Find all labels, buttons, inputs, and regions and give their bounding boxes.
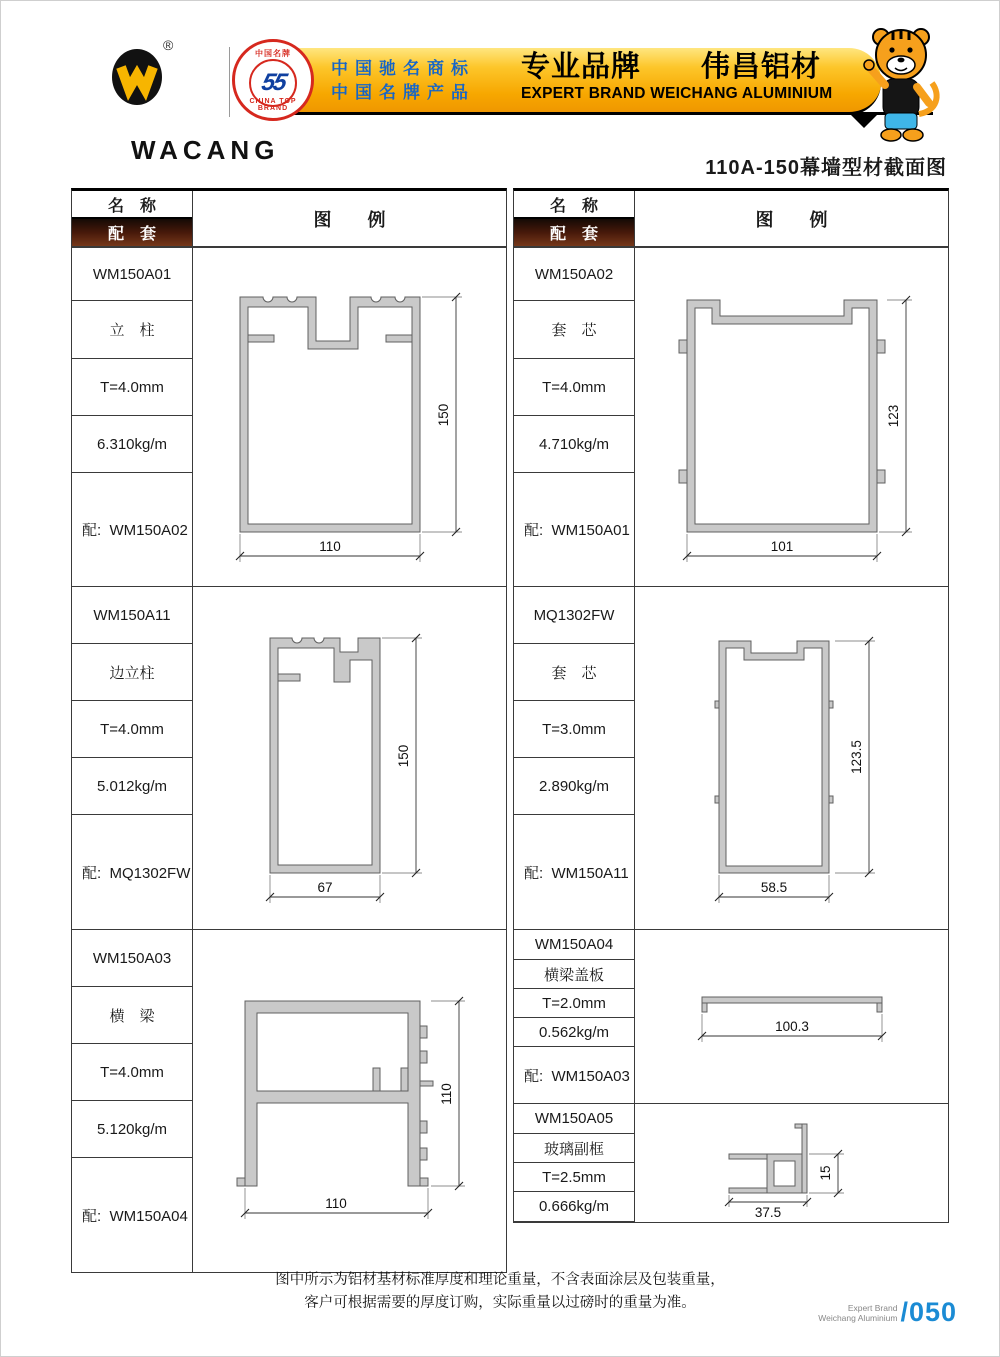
profile-drawing-wm150a03 [225, 976, 475, 1226]
column-header-legend: 图 例 [313, 209, 386, 230]
profile-thickness: T=4.0mm [72, 701, 192, 758]
profile-code: WM150A02 [514, 248, 634, 301]
profile-name: 边立柱 [72, 644, 192, 701]
profile-drawing-mq1302fw [679, 611, 904, 906]
dim-width-label: 101 [770, 538, 793, 554]
profile-thickness: T=2.5mm [514, 1163, 634, 1192]
wacang-logo-mark [71, 37, 221, 137]
dim-height-label: 110 [438, 1083, 454, 1105]
dim-width-label: 110 [318, 539, 341, 554]
banner-cn-block [331, 57, 475, 105]
profile-drawing-wm150a01 [220, 267, 480, 567]
tiger-shorts [885, 113, 917, 129]
column-header-match: 配 套 [514, 217, 634, 246]
dim-height-label: 150 [395, 744, 411, 768]
banner-subtitle: EXPERT BRAND WEICHANG ALUMINIUM [521, 85, 833, 102]
profile-drawing-wm150a04 [677, 979, 907, 1054]
profile-name: 立 柱 [72, 301, 192, 359]
banner-underline [271, 112, 933, 115]
profile-name: 玻璃副框 [514, 1134, 634, 1163]
profile-name: 横梁盖板 [514, 960, 634, 989]
dim-width-label: 100.3 [774, 1019, 809, 1034]
tiger-eye [907, 47, 912, 52]
profile-name: 横 梁 [72, 987, 192, 1044]
profile-weight: 0.666kg/m [514, 1192, 634, 1222]
profile-section-wm150a05 [514, 1103, 948, 1222]
profile-match: 配: MQ1302FW [82, 864, 191, 882]
profile-match: 配: WM150A03 [524, 1067, 630, 1085]
profile-weight: 6.310kg/m [72, 416, 192, 473]
tiger-foot [881, 129, 901, 141]
tiger-mascot [849, 19, 953, 145]
page-number: /050 [900, 1297, 957, 1327]
profile-weight: 0.562kg/m [514, 1018, 634, 1047]
profile-code: WM150A03 [72, 930, 192, 987]
logo-wordmark: WACANG [131, 135, 280, 165]
column-header-legend: 图 例 [755, 209, 828, 230]
dim-height-label: 150 [435, 403, 451, 427]
footer-note-line2: 客户可根据需要的厚度订购，实际重量以过磅时的重量为准。 [304, 1295, 696, 1311]
header-divider [229, 47, 230, 117]
profile-section-wm150a01 [72, 247, 506, 586]
profile-section-wm150a03 [72, 929, 506, 1272]
banner-cn-line1: 中国驰名商标 [331, 59, 475, 78]
footer-brand-line1: Expert Brand [847, 1302, 898, 1313]
banner-cn-line2: 中国名牌产品 [331, 83, 475, 102]
badge-top-text: 中国名牌 [255, 49, 291, 58]
profile-section-wm150a02 [514, 247, 948, 586]
tiger-foot [903, 129, 923, 141]
profile-weight: 2.890kg/m [514, 758, 634, 815]
profile-thickness: T=4.0mm [72, 359, 192, 416]
diagram-cell [635, 930, 948, 1103]
profile-weight: 5.120kg/m [72, 1101, 192, 1158]
table-header [514, 191, 948, 247]
profile-drawing-wm150a02 [662, 270, 922, 565]
profile-table-left [71, 188, 507, 1273]
profile-thickness: T=2.0mm [514, 989, 634, 1018]
profile-match: 配: WM150A01 [524, 522, 630, 539]
profile-code: WM150A11 [72, 587, 192, 644]
footer-note-line1: 图中所示为铝材基材标准厚度和理论重量，不含表面涂层及包装重量， [275, 1272, 725, 1288]
dim-width-label: 37.5 [754, 1204, 782, 1220]
profile-drawing-wm150a05 [704, 1106, 879, 1221]
profile-weight: 5.012kg/m [72, 758, 192, 815]
profile-section-mq1302fw [514, 586, 948, 929]
dim-height-label: 123 [885, 404, 901, 427]
dim-height-label: 123.5 [849, 739, 864, 774]
diagram-cell [193, 930, 506, 1272]
profile-drawing-wm150a11 [240, 608, 460, 908]
profile-section-wm150a04 [514, 929, 948, 1103]
diagram-cell [635, 248, 948, 586]
profile-code: WM150A05 [514, 1104, 634, 1134]
registered-mark: ® [163, 37, 174, 53]
banner-title: 专业品牌 伟昌铝材 [521, 51, 822, 83]
tiger-thumb [864, 60, 874, 70]
tiger-eye [889, 47, 894, 52]
column-header-name: 名 称 [107, 197, 156, 215]
profile-name: 套 芯 [514, 301, 634, 359]
dim-width-label: 67 [316, 880, 333, 895]
column-header-name: 名 称 [549, 197, 598, 215]
profile-code: MQ1302FW [514, 587, 634, 644]
profile-thickness: T=3.0mm [514, 701, 634, 758]
dim-width-label: 58.5 [760, 879, 788, 895]
tiger-nose [898, 58, 905, 63]
profile-table-right [513, 188, 949, 1223]
profile-section-wm150a11 [72, 586, 506, 929]
badge-emblem: 55 [258, 69, 288, 96]
banner-main-block [521, 51, 832, 105]
badge-bottom-text: CHINA TOP BRAND [249, 98, 297, 112]
diagram-cell [635, 1104, 948, 1222]
diagram-cell [635, 587, 948, 929]
china-top-brand-badge [232, 39, 314, 121]
profile-code: WM150A04 [514, 930, 634, 960]
profile-weight: 4.710kg/m [514, 416, 634, 473]
footer-brand-line2: Weichang Aluminium [818, 1312, 898, 1323]
profile-match: 配: WM150A04 [82, 1207, 188, 1225]
profile-code: WM150A01 [72, 248, 192, 301]
column-header-match: 配 套 [72, 217, 192, 246]
profile-name: 套 芯 [514, 644, 634, 701]
page-title: 110A-150幕墙型材截面图 [705, 157, 947, 179]
profile-thickness: T=4.0mm [514, 359, 634, 416]
dim-height-label: 15 [818, 1164, 833, 1181]
profile-thickness: T=4.0mm [72, 1044, 192, 1101]
table-header [72, 191, 506, 247]
diagram-cell [193, 587, 506, 929]
profile-match: 配: WM150A11 [524, 864, 629, 882]
footer-brand-block [818, 1297, 957, 1328]
dim-width-label: 110 [324, 1196, 347, 1211]
diagram-cell [193, 248, 506, 586]
profile-match: 配: WM150A02 [82, 522, 188, 539]
